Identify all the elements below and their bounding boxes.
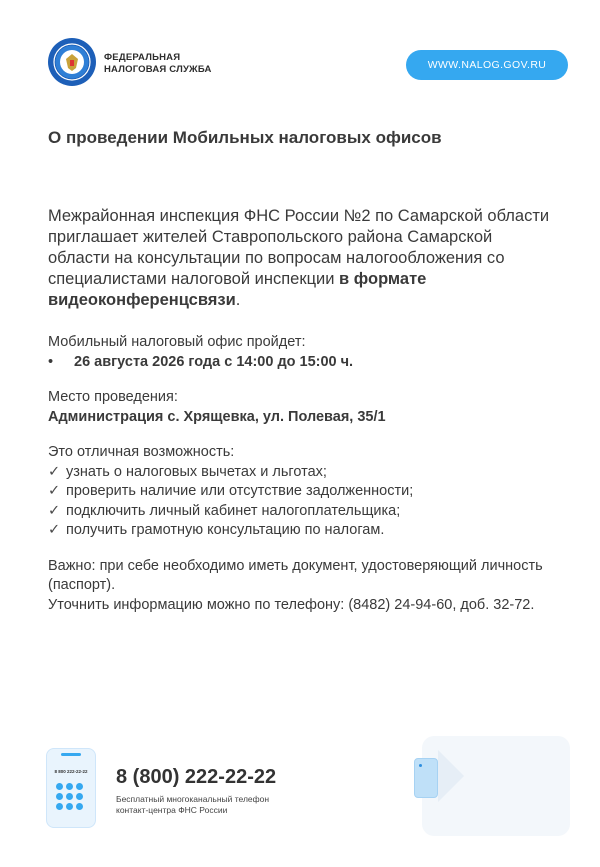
- hotline-caption: [116, 794, 269, 816]
- list-item: [48, 463, 558, 483]
- decorative-wedge: [438, 750, 464, 802]
- opportunity-label: Это отличная возможность:: [48, 444, 235, 460]
- list-item-text: узнать о налоговых вычетах и льготах;: [66, 463, 327, 480]
- place-address: Администрация с. Хрящевка, ул. Полевая, 35/1: [48, 408, 386, 425]
- main-content: [48, 206, 558, 631]
- intro-text: Межрайонная инспекция ФНС России №2 по Самарской области приглашает жителей Ставропольского района Самарской области на консультации по вопросам налогообложения со специалистами налоговой инспекции: [48, 207, 550, 288]
- opportunity-block: [48, 443, 558, 541]
- list-item-text: проверить наличие или отсутствие задолженности;: [66, 483, 414, 499]
- intro-paragraph: [48, 206, 558, 311]
- list-item: [48, 502, 558, 522]
- important-note: Важно: при себе необходимо иметь документ, удостоверяющий личность (паспорт).: [48, 557, 543, 593]
- place-block: [48, 388, 558, 427]
- intro-bold: в формате видеоконференцсвязи: [48, 270, 427, 309]
- check-icon: ✓: [48, 463, 61, 480]
- caption-line-2: контакт-центра ФНС России: [116, 805, 228, 815]
- phone-screen-number: 8 800 222-22-22: [54, 769, 88, 774]
- phone-speaker: [61, 753, 81, 756]
- site-link[interactable]: WWW.NALOG.GOV.RU: [406, 50, 568, 80]
- org-line-1: ФЕДЕРАЛЬНАЯ: [104, 52, 181, 63]
- schedule-block: [48, 333, 558, 372]
- place-label: Место проведения:: [48, 389, 178, 405]
- check-icon: ✓: [48, 522, 61, 538]
- list-item-text: подключить личный кабинет налогоплательщика;: [66, 502, 401, 519]
- phone-keypad: [56, 783, 83, 810]
- bullet-dot: •: [48, 353, 54, 370]
- check-icon: ✓: [48, 483, 61, 499]
- logo-text: [104, 52, 212, 76]
- emblem-icon: [48, 38, 96, 86]
- intro-end: .: [235, 291, 241, 309]
- notes-block: [48, 557, 558, 616]
- check-icon: ✓: [48, 502, 61, 519]
- decorative-tag: [414, 758, 438, 798]
- list-item: [48, 482, 558, 502]
- phone-icon: [46, 748, 96, 828]
- contact-note: Уточнить информацию можно по телефону: (8482) 24-94-60, доб. 32-72.: [48, 596, 535, 613]
- org-line-2: НАЛОГОВАЯ СЛУЖБА: [104, 64, 212, 75]
- page-title: О проведении Мобильных налоговых офисов: [48, 128, 442, 147]
- schedule-datetime: 26 августа 2026 года с 14:00 до 15:00 ч.: [74, 353, 354, 370]
- list-item: [48, 521, 558, 541]
- list-item-text: получить грамотную консультацию по налогам.: [66, 522, 385, 538]
- header: [48, 38, 568, 90]
- schedule-item: [48, 353, 558, 373]
- caption-line-1: Бесплатный многоканальный телефон: [116, 794, 270, 804]
- hotline-number[interactable]: 8 (800) 222-22-22: [116, 766, 277, 788]
- schedule-label: Мобильный налоговый офис пройдет:: [48, 334, 306, 350]
- decorative-illustration: [422, 736, 570, 836]
